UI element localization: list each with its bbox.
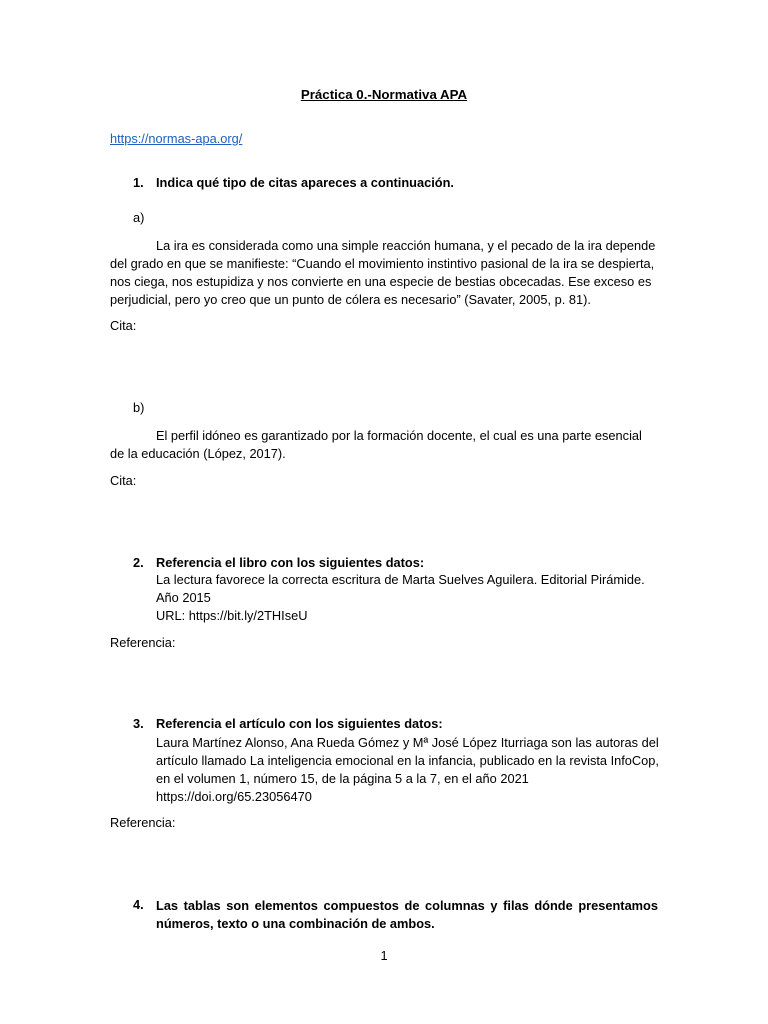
q1-number: 1. bbox=[133, 175, 144, 190]
q4-text: Las tablas son elementos compuestos de columnas y filas dónde presentamos números, texto o una combinación de ambos. bbox=[156, 898, 658, 931]
q1-b-first-line: El perfil idóneo es garantizado por la formación docente, el cual es una parte esencial bbox=[156, 428, 642, 443]
page-number: 1 bbox=[380, 948, 388, 963]
q2-line-year: Año 2015 bbox=[156, 590, 211, 605]
q2-line-url: URL: https://bit.ly/2THIseU bbox=[156, 608, 308, 623]
q1-b-paraphrase: de la educación (López, 2017). bbox=[110, 446, 286, 461]
q4-number: 4. bbox=[133, 897, 144, 912]
q3-text: Referencia el artículo con los siguientes datos: bbox=[156, 716, 443, 731]
q1-cita-b-label: Cita: bbox=[110, 473, 137, 488]
q1-a-first-line: La ira es considerada como una simple reacción humana, y el pecado de la ira depende bbox=[156, 238, 656, 253]
q1-b-label: b) bbox=[133, 400, 145, 415]
q3-referencia-label: Referencia: bbox=[110, 815, 176, 830]
q1-a-label: a) bbox=[133, 210, 145, 225]
q2-number: 2. bbox=[133, 555, 144, 570]
q2-text: Referencia el libro con los siguientes datos: bbox=[156, 555, 425, 570]
normas-apa-link[interactable]: https://normas-apa.org/ bbox=[110, 131, 243, 146]
q1-text: Indica qué tipo de citas apareces a continuación. bbox=[156, 175, 454, 190]
q1-a-quote: del grado en que se manifieste: “Cuando el movimiento instintivo pasional de la ira se despierta, nos ciega, nos estupidiza y nos convierte en una especie de bestias obcecadas. Ese exceso es perjudicial, pero yo creo que un punto de cólera es necesario” (Savater, 2005, p. 81). bbox=[110, 256, 655, 307]
q2-referencia-label: Referencia: bbox=[110, 635, 176, 650]
q3-body: Laura Martínez Alonso, Ana Rueda Gómez y Mª José López Iturriaga son las autoras del artículo llamado La inteligencia emocional en la infancia, publicado en la revista InfoCop, en el volumen 1, número 15, de la página 5 a la 7, en el año 2021 https://doi.org/65.23056470 bbox=[156, 735, 659, 804]
page-title: Práctica 0.-Normativa APA bbox=[300, 87, 468, 102]
q3-number: 3. bbox=[133, 716, 144, 731]
q2-line-title: La lectura favorece la correcta escritura de Marta Suelves Aguilera. Editorial Pirámide. bbox=[156, 572, 645, 587]
q1-cita-a-label: Cita: bbox=[110, 318, 137, 333]
